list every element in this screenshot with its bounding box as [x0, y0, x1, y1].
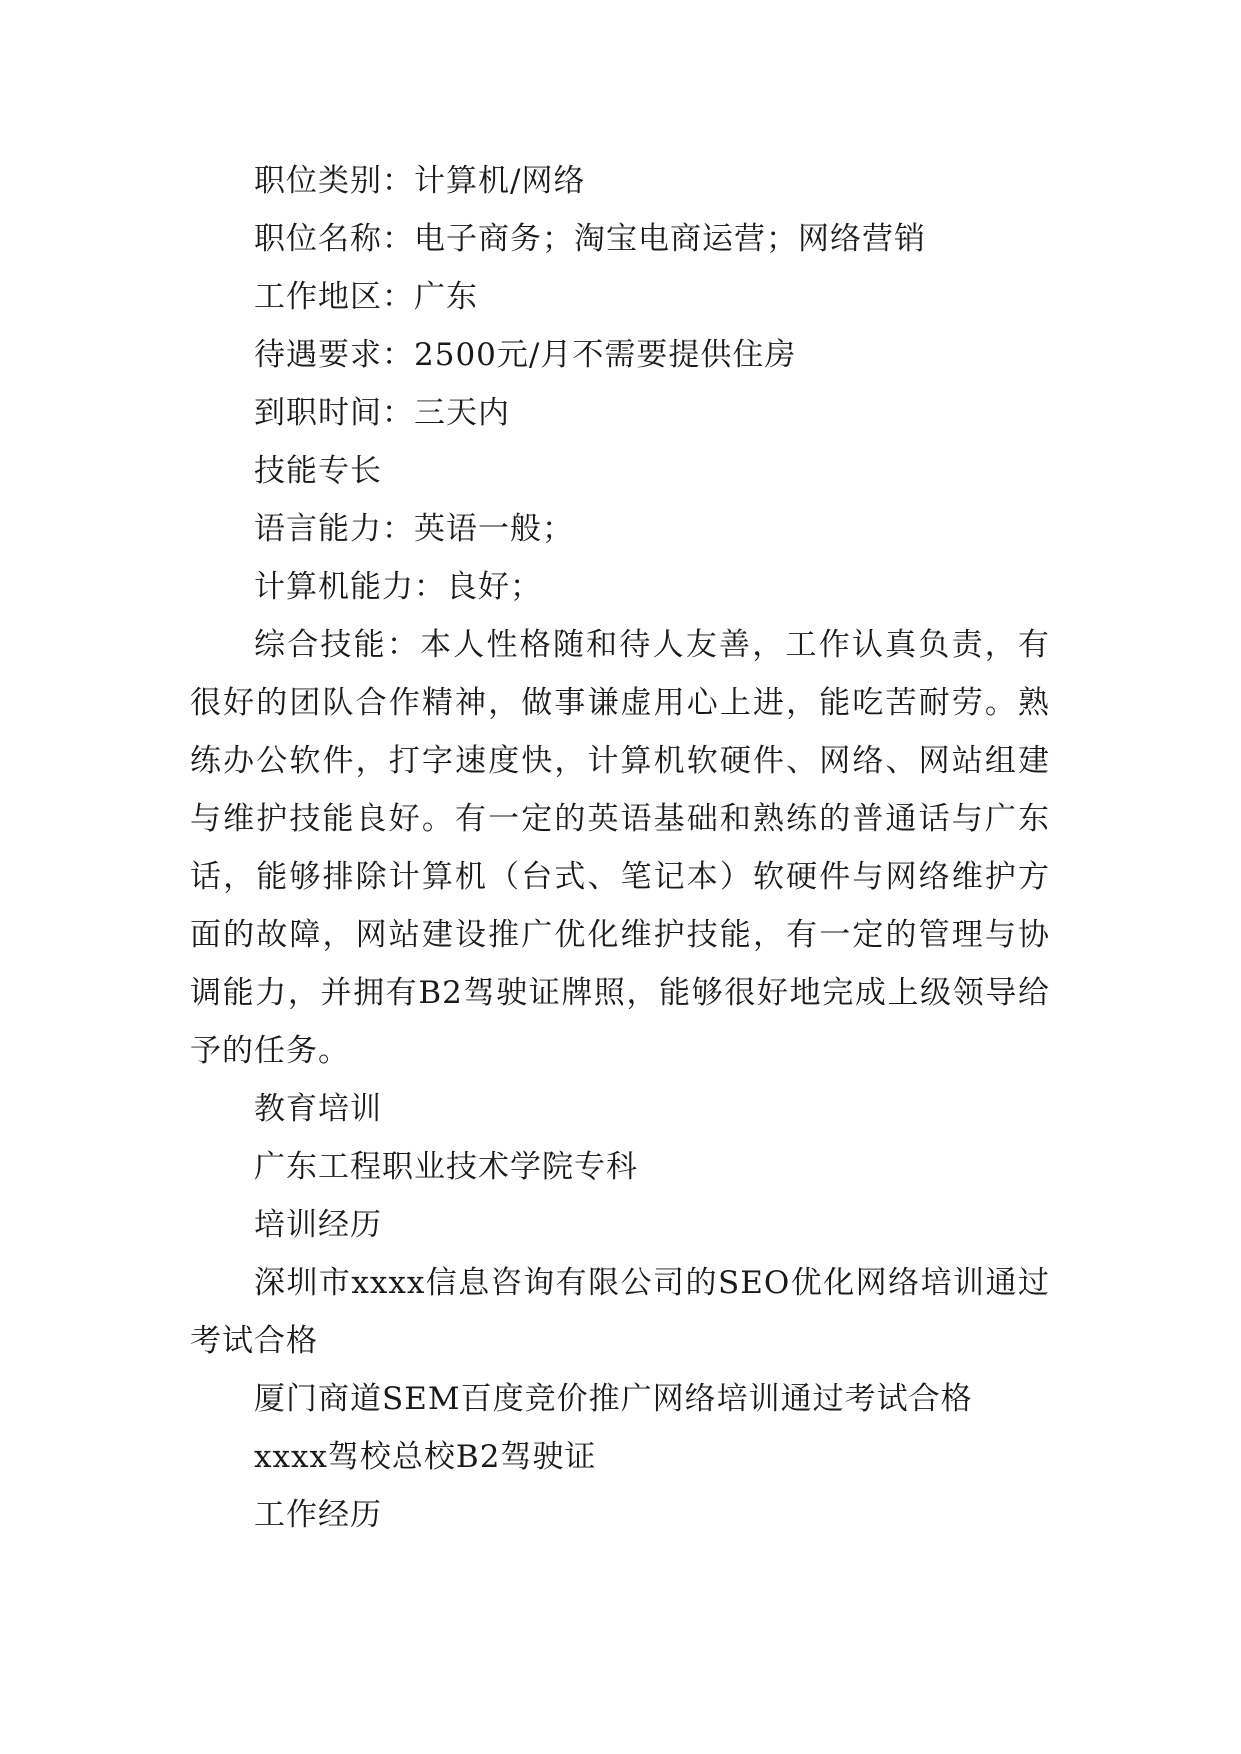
skills-heading: 技能专长: [254, 453, 382, 489]
education-item: 广东工程职业技术学院专科: [254, 1149, 638, 1185]
training-heading: 培训经历: [254, 1207, 382, 1243]
job-title-line: 职位名称：电子商务；淘宝电商运营；网络营销: [254, 221, 926, 257]
computer-skill-line: 计算机能力：良好；: [254, 569, 542, 605]
skills-paragraph: 综合技能：本人性格随和待人友善，工作认真负责，有很好的团队合作精神，做事谦虚用心上进，能吃苦耐劳。熟练办公软件，打字速度快，计算机软硬件、网络、网站组建与维护技能良好。有一定的英语基础和熟练的普通话与广东话，能够排除计算机（台式、笔记本）软硬件与网络维护方面的故障，网站建设推广优化维护技能，有一定的管理与协调能力，并拥有B2驾驶证牌照，能够很好地完成上级领导给予的任务。: [190, 627, 1050, 1069]
language-skill-line: 语言能力：英语一般；: [254, 511, 574, 547]
document-body: [190, 152, 1050, 1544]
education-heading: 教育培训: [254, 1091, 382, 1127]
training-item-2: 厦门商道SEM百度竞价推广网络培训通过考试合格: [254, 1381, 973, 1417]
work-region-line: 工作地区：广东: [254, 279, 478, 315]
training-item-1: 深圳市xxxx信息咨询有限公司的SEO优化网络培训通过考试合格: [190, 1265, 1050, 1359]
job-category-line: 职位类别：计算机/网络: [254, 163, 586, 199]
salary-line: 待遇要求：2500元/月不需要提供住房: [254, 337, 797, 373]
work-heading: 工作经历: [254, 1497, 382, 1533]
training-item-3: xxxx驾校总校B2驾驶证: [254, 1439, 597, 1475]
start-time-line: 到职时间：三天内: [254, 395, 510, 431]
